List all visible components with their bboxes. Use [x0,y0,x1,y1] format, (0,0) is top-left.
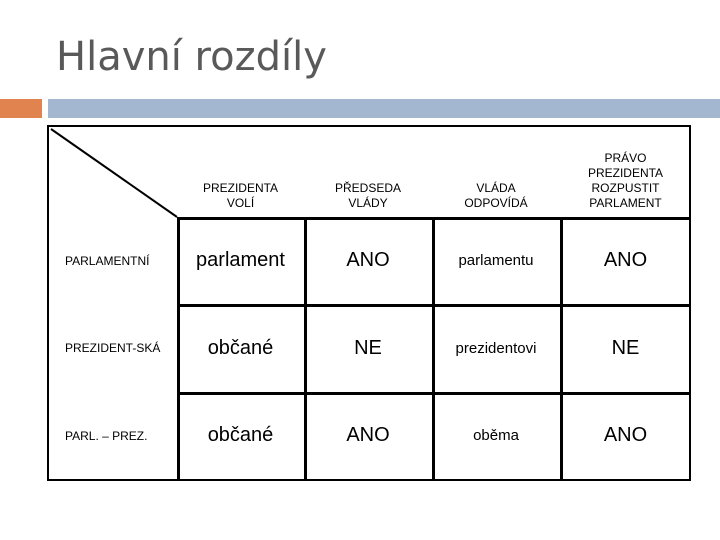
table-cell: prezidentovi [455,339,537,357]
column-header: VLÁDA ODPOVÍDÁ [464,181,528,210]
table-cell: NE [611,336,640,359]
row-label: PARL. – PREZ. [65,428,148,443]
slide-title: Hlavní rozdíly [56,34,327,80]
table-cell: občané [207,424,274,446]
row-label: PARLAMENTNÍ [65,253,150,268]
column-header: PŘEDSEDA VLÁDY [334,181,402,210]
table-cell: ANO [346,249,390,271]
table-cell: občané [207,336,274,359]
column-header: PRÁVO PREZIDENTA ROZPUSTIT PARLAMENT [587,151,664,210]
table-cell: NE [354,336,382,359]
table-cell: parlamentu [458,252,534,269]
accent-bar-blue [48,99,720,118]
table-cell: ANO [346,424,390,446]
row-label: PREZIDENT-SKÁ [65,341,161,355]
column-header: PREZIDENTA VOLÍ [202,181,279,210]
accent-bar-orange [0,99,42,118]
table-cell: ANO [603,424,648,446]
comparison-table [47,125,691,481]
table-cell: ANO [603,249,648,271]
header-diagonal [49,127,179,219]
table-cell: parlament [196,249,285,271]
table-cell: oběma [473,427,519,444]
